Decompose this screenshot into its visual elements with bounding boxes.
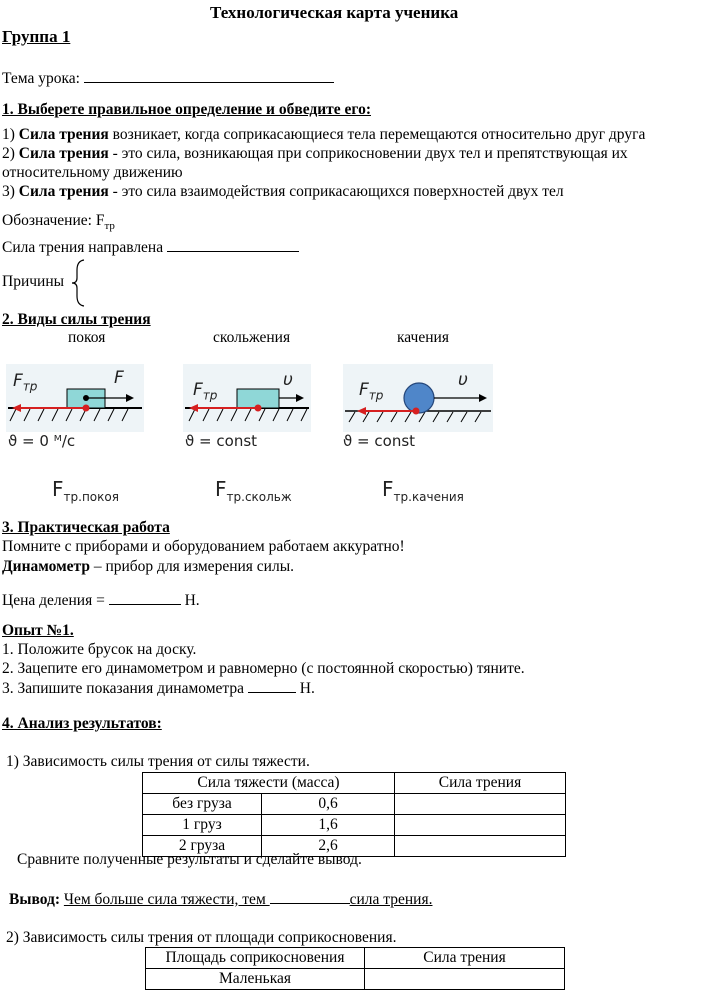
table-cell: 2,6 (262, 836, 395, 857)
division-unit: Н. (184, 592, 200, 609)
page-title: Технологическая карта ученика (210, 3, 459, 22)
definition-text: - это сила взаимодействия соприкасающихся поверхностей двух тел (108, 183, 564, 200)
step-2: 2. Зацепите его динамометром и равномерно (с постоянной скоростью) тяните. (2, 660, 525, 677)
reading-unit: Н. (299, 680, 315, 697)
topic-label: Тема урока: (2, 70, 80, 87)
table-cell[interactable] (365, 969, 565, 990)
definition-3[interactable] (2, 183, 564, 201)
task1-heading: 1. Выберете правильное определение и обведите его: (2, 101, 371, 118)
step-3-text: 3. Запишите показания динамометра (2, 680, 245, 697)
analysis-2-heading: 2) Зависимость силы трения от площади соприкосновения. (6, 929, 397, 946)
type-sliding: скольжения (213, 329, 291, 346)
analysis-1-heading: 1) Зависимость силы трения от силы тяжести. (6, 753, 310, 770)
table-cell[interactable] (395, 794, 566, 815)
table-cell[interactable] (395, 836, 566, 857)
task4-heading: 4. Анализ результатов: (2, 715, 162, 732)
brace-icon (70, 258, 90, 308)
division-blank[interactable] (109, 591, 181, 605)
table-header: Сила трения (395, 773, 566, 794)
table-cell: без груза (143, 794, 262, 815)
designation-label: Обозначение: F (2, 212, 105, 229)
area-friction-table (145, 947, 565, 990)
direction-row (2, 238, 299, 257)
reading-blank[interactable] (248, 679, 296, 693)
direction-blank[interactable] (167, 238, 299, 252)
gravity-friction-table (142, 772, 566, 857)
compare-instruction: Сравните полученные результаты и сделайте вывод. (17, 851, 362, 868)
force-label: F (114, 368, 124, 388)
designation-row (2, 212, 115, 232)
dynamometer-text: – прибор для измерения силы. (89, 558, 294, 575)
table-header: Сила трения (365, 948, 565, 969)
direction-label: Сила трения направлена (2, 239, 164, 256)
table-cell: 1 груз (143, 815, 262, 836)
conclusion-blank[interactable] (270, 890, 350, 904)
velocity-label: υ (283, 370, 293, 390)
rolling-friction-result: $F_{тр.качения}$ (382, 477, 464, 504)
definition-term: Сила трения (18, 183, 109, 200)
friction-label: $F_{тр}$ (359, 380, 384, 403)
division-row (2, 591, 200, 610)
definition-number: 1) (2, 126, 15, 143)
friction-label: $F_{тр}$ (193, 380, 218, 403)
definition-term: Сила трения (18, 145, 109, 162)
table-cell: 2 груза (143, 836, 262, 857)
table-row (143, 794, 566, 815)
table-row (146, 969, 565, 990)
velocity-eq: ϑ = const (185, 432, 258, 450)
conclusion-text: Чем больше сила тяжести, тем (63, 891, 270, 908)
dynamometer-term: Динамометр (2, 558, 90, 575)
topic-row (2, 69, 334, 88)
velocity-eq: ϑ = const (343, 432, 416, 450)
definition-2[interactable] (2, 145, 628, 163)
definition-2-cont: относительному движению (2, 164, 183, 181)
table-cell: Маленькая (146, 969, 365, 990)
conclusion-label: Вывод: (9, 891, 61, 908)
table-cell: 0,6 (262, 794, 395, 815)
definition-1[interactable] (2, 126, 645, 144)
step-1: 1. Положите брусок на доску. (2, 641, 197, 658)
designation-sub: тр (104, 220, 115, 233)
table-header: Сила тяжести (масса) (143, 773, 395, 794)
task3-heading: 3. Практическая работа (2, 519, 170, 536)
conclusion-text-end: сила трения. (349, 891, 433, 908)
conclusion-row (9, 890, 432, 909)
table-row (143, 815, 566, 836)
table-header-row (143, 773, 566, 794)
velocity-eq: ϑ = 0 ᴹ/c (8, 432, 76, 450)
definition-number: 3) (2, 183, 15, 200)
table-cell: 1,6 (262, 815, 395, 836)
static-friction-result: $F_{тр.покоя}$ (52, 477, 119, 504)
experiment-heading: Опыт №1. (2, 622, 74, 639)
table-header-row (146, 948, 565, 969)
group-label: Группа 1 (2, 27, 71, 46)
definition-term: Сила трения (18, 126, 109, 143)
causes-label: Причины (2, 273, 65, 290)
definition-number: 2) (2, 145, 15, 162)
dynamometer-definition (2, 558, 294, 576)
sliding-friction-result: $F_{тр.скольж}$ (215, 477, 292, 504)
safety-note: Помните с приборами и оборудованием работаем аккуратно! (2, 538, 405, 555)
task2-heading: 2. Виды силы трения (2, 311, 151, 328)
topic-blank[interactable] (84, 69, 334, 83)
step-3 (2, 679, 315, 698)
definition-text: возникает, когда соприкасающиеся тела перемещаются относительно друг друга (108, 126, 646, 143)
type-rest: покоя (68, 329, 106, 346)
table-header: Площадь соприкосновения (146, 948, 365, 969)
division-label: Цена деления = (2, 592, 105, 609)
definition-text: - это сила, возникающая при соприкосновении двух тел и препятствующая их (108, 145, 628, 162)
type-rolling: качения (397, 329, 449, 346)
velocity-label: υ (458, 370, 468, 390)
friction-label: $F_{тр}$ (13, 371, 38, 394)
table-cell[interactable] (395, 815, 566, 836)
